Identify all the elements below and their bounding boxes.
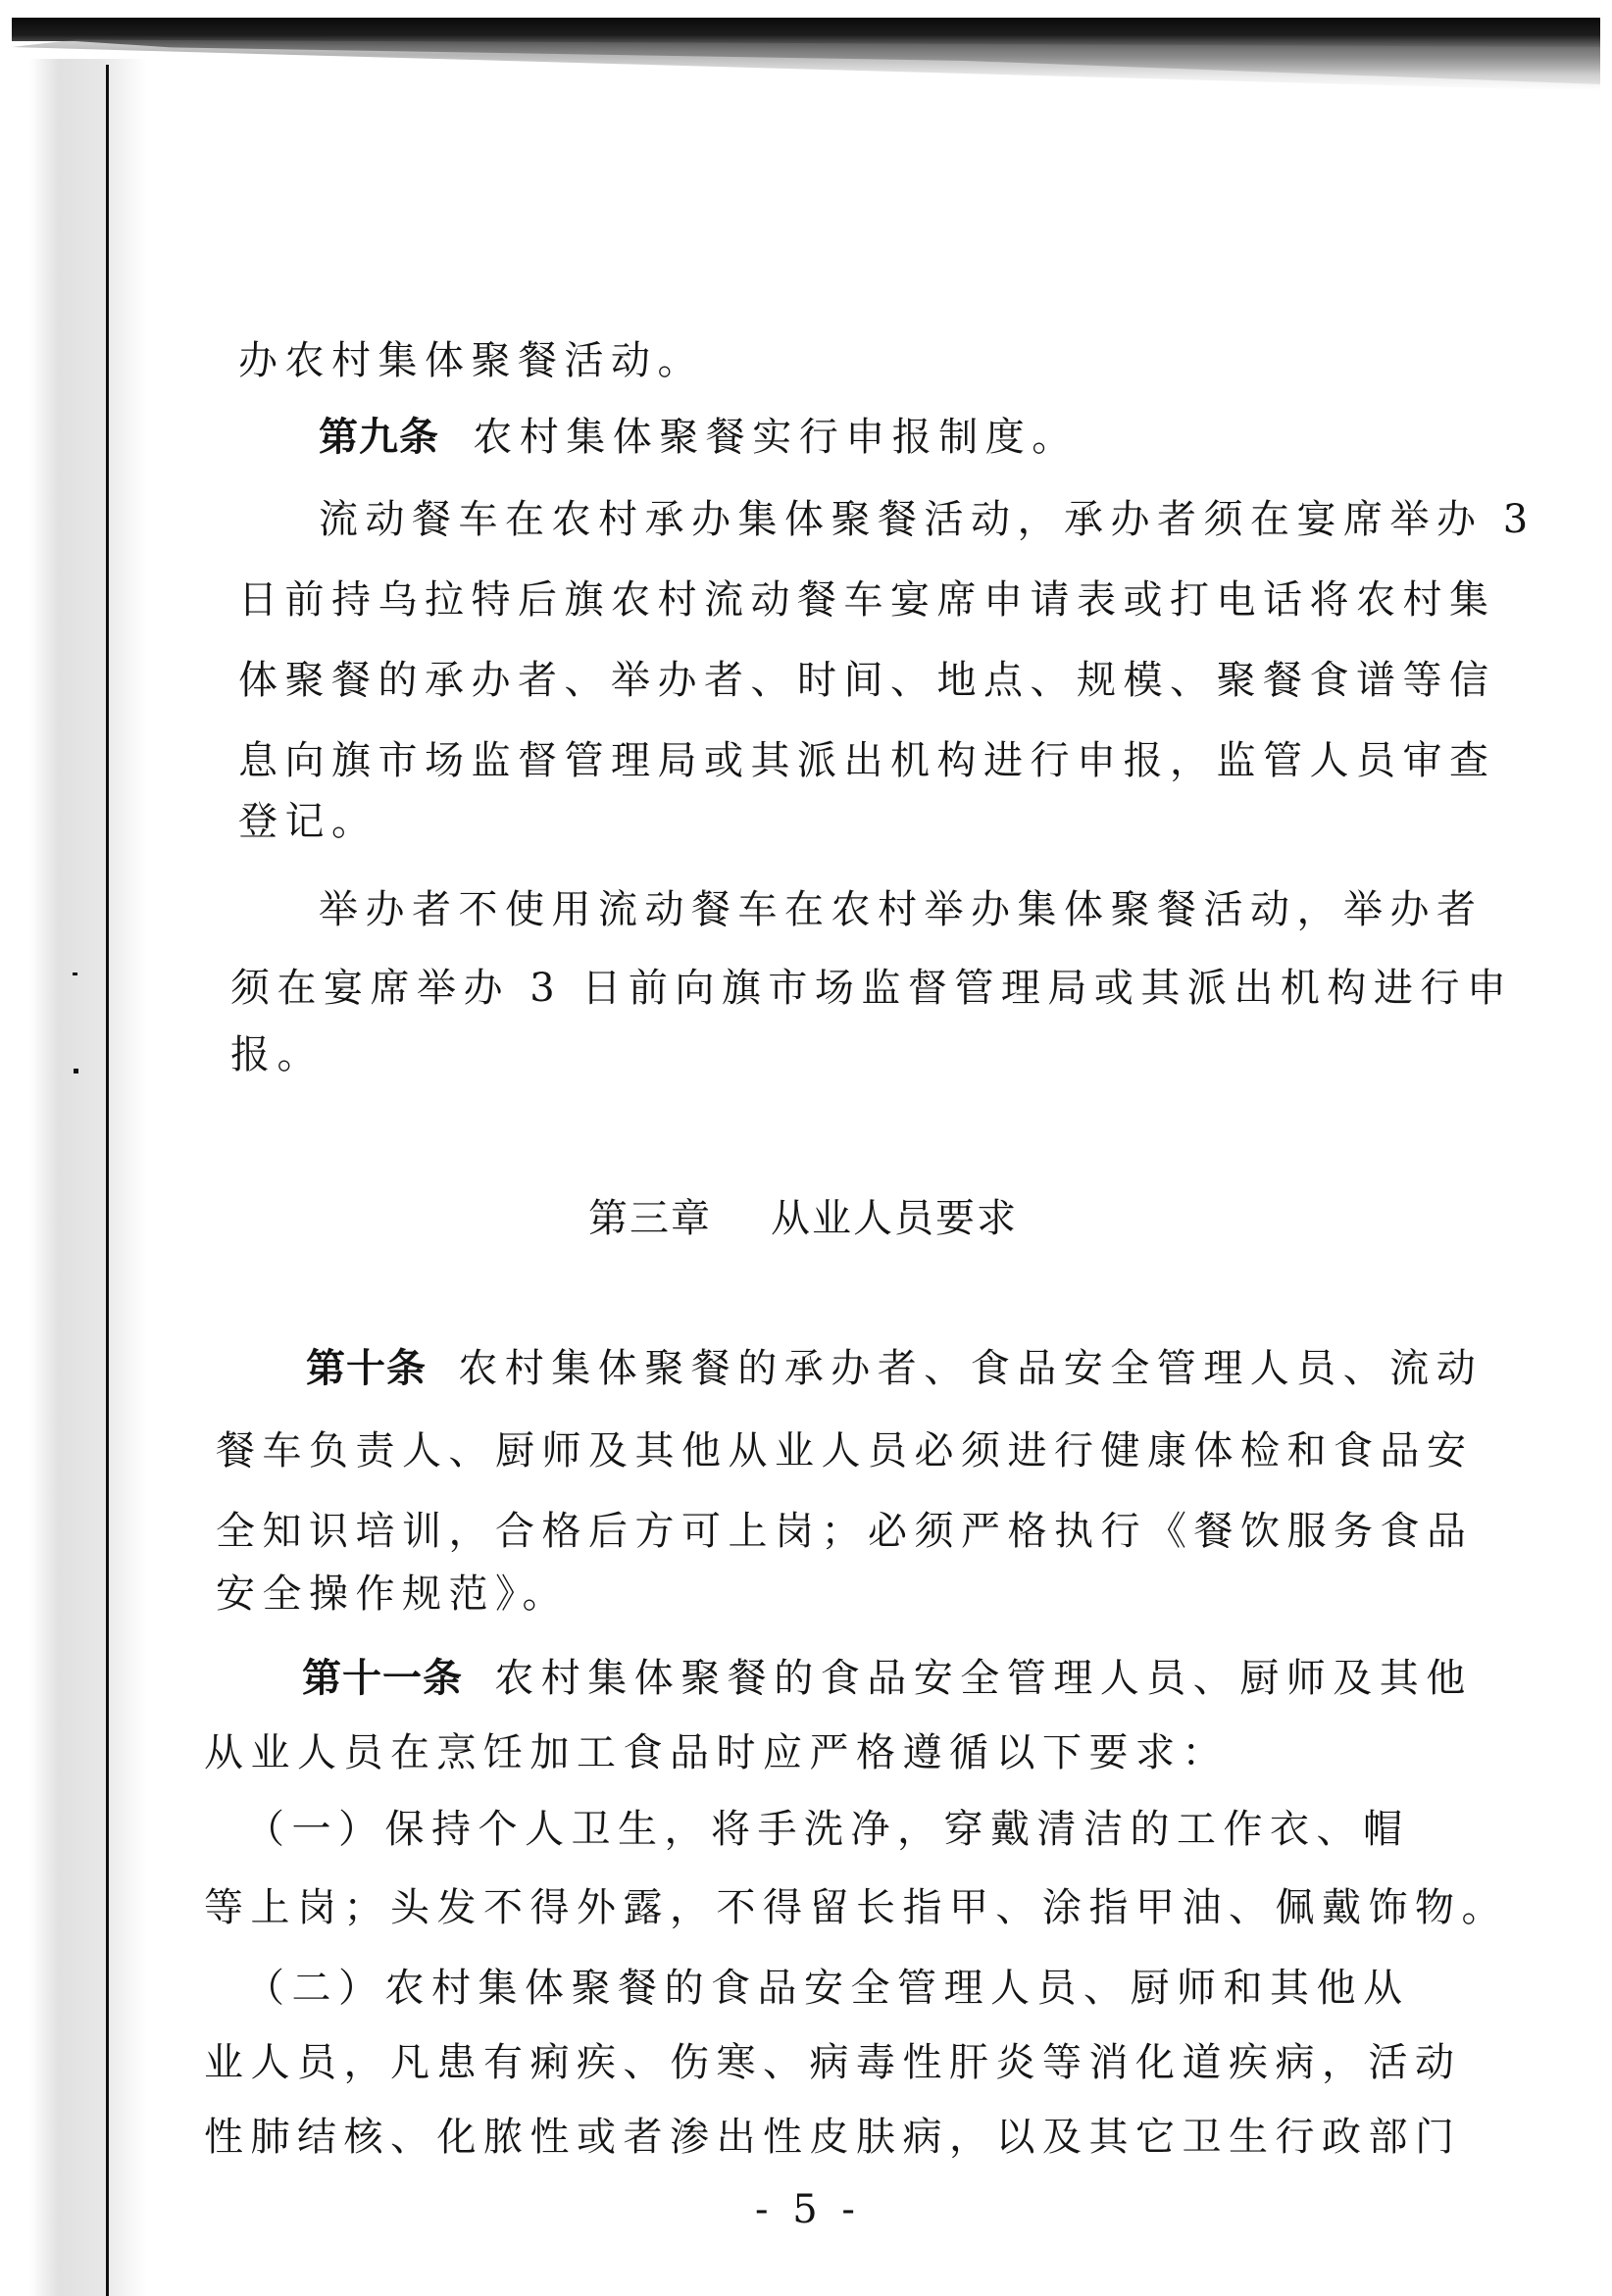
chapter-title: 从业人员要求: [771, 1196, 1018, 1241]
article-10: [306, 1343, 1483, 1394]
article-heading: 第九条: [319, 415, 439, 460]
paragraph-line: 业人员，凡患有痢疾、伤寒、病毒性肝炎等消化道疾病，活动: [204, 2040, 1462, 2085]
paragraph-line: 息向旗市场监督管理局或其派出机构进行申报，监管人员审查: [238, 738, 1496, 783]
paragraph-continuation: 办农村集体聚餐活动。: [238, 338, 704, 383]
chapter-heading: [588, 1193, 1018, 1244]
page-number: - 5 -: [755, 2187, 861, 2232]
article-text: 农村集体聚餐的承办者、食品安全管理人员、流动: [458, 1346, 1484, 1391]
paragraph-line: 报。: [230, 1032, 324, 1077]
list-item-1: （一）保持个人卫生，将手洗净，穿戴清洁的工作衣、帽: [245, 1807, 1410, 1852]
list-item-2: （二）农村集体聚餐的食品安全管理人员、厨师和其他从: [245, 1966, 1410, 2011]
paragraph-line: 从业人员在烹饪加工食品时应严格遵循以下要求：: [204, 1730, 1229, 1775]
paragraph-line: 体聚餐的承办者、举办者、时间、地点、规模、聚餐食谱等信: [238, 658, 1496, 703]
paragraph-line: 性肺结核、化脓性或者渗出性皮肤病，以及其它卫生行政部门: [204, 2115, 1462, 2160]
article-text: 农村集体聚餐的食品安全管理人员、厨师及其他: [494, 1656, 1473, 1701]
paragraph-line: 流动餐车在农村承办集体聚餐活动，承办者须在宴席举办 3: [319, 497, 1536, 542]
paragraph-line: 日前持乌拉特后旗农村流动餐车宴席申请表或打电话将农村集: [238, 577, 1496, 623]
article-11: [302, 1653, 1473, 1704]
paragraph-line: 举办者不使用流动餐车在农村举办集体聚餐活动，举办者: [319, 887, 1484, 932]
paragraph-line: 安全操作规范》。: [216, 1572, 569, 1617]
paragraph-line: 全知识培训，合格后方可上岗；必须严格执行《餐饮服务食品: [216, 1509, 1474, 1554]
article-heading: 第十一条: [302, 1656, 463, 1701]
paragraph-line: 餐车负责人、厨师及其他从业人员必须进行健康体检和食品安: [216, 1428, 1474, 1473]
article-heading: 第十条: [306, 1346, 427, 1391]
paragraph-line: 登记。: [238, 799, 378, 844]
paragraph-line: 等上岗；头发不得外露，不得留长指甲、涂指甲油、佩戴饰物。: [204, 1885, 1508, 1930]
article-text: 农村集体聚餐实行申报制度。: [473, 415, 1079, 460]
chapter-number: 第三章: [588, 1196, 712, 1241]
paragraph-line: 须在宴席举办 3 日前向旗市场监督管理局或其派出机构进行申: [230, 966, 1514, 1011]
article-9: [319, 412, 1079, 463]
